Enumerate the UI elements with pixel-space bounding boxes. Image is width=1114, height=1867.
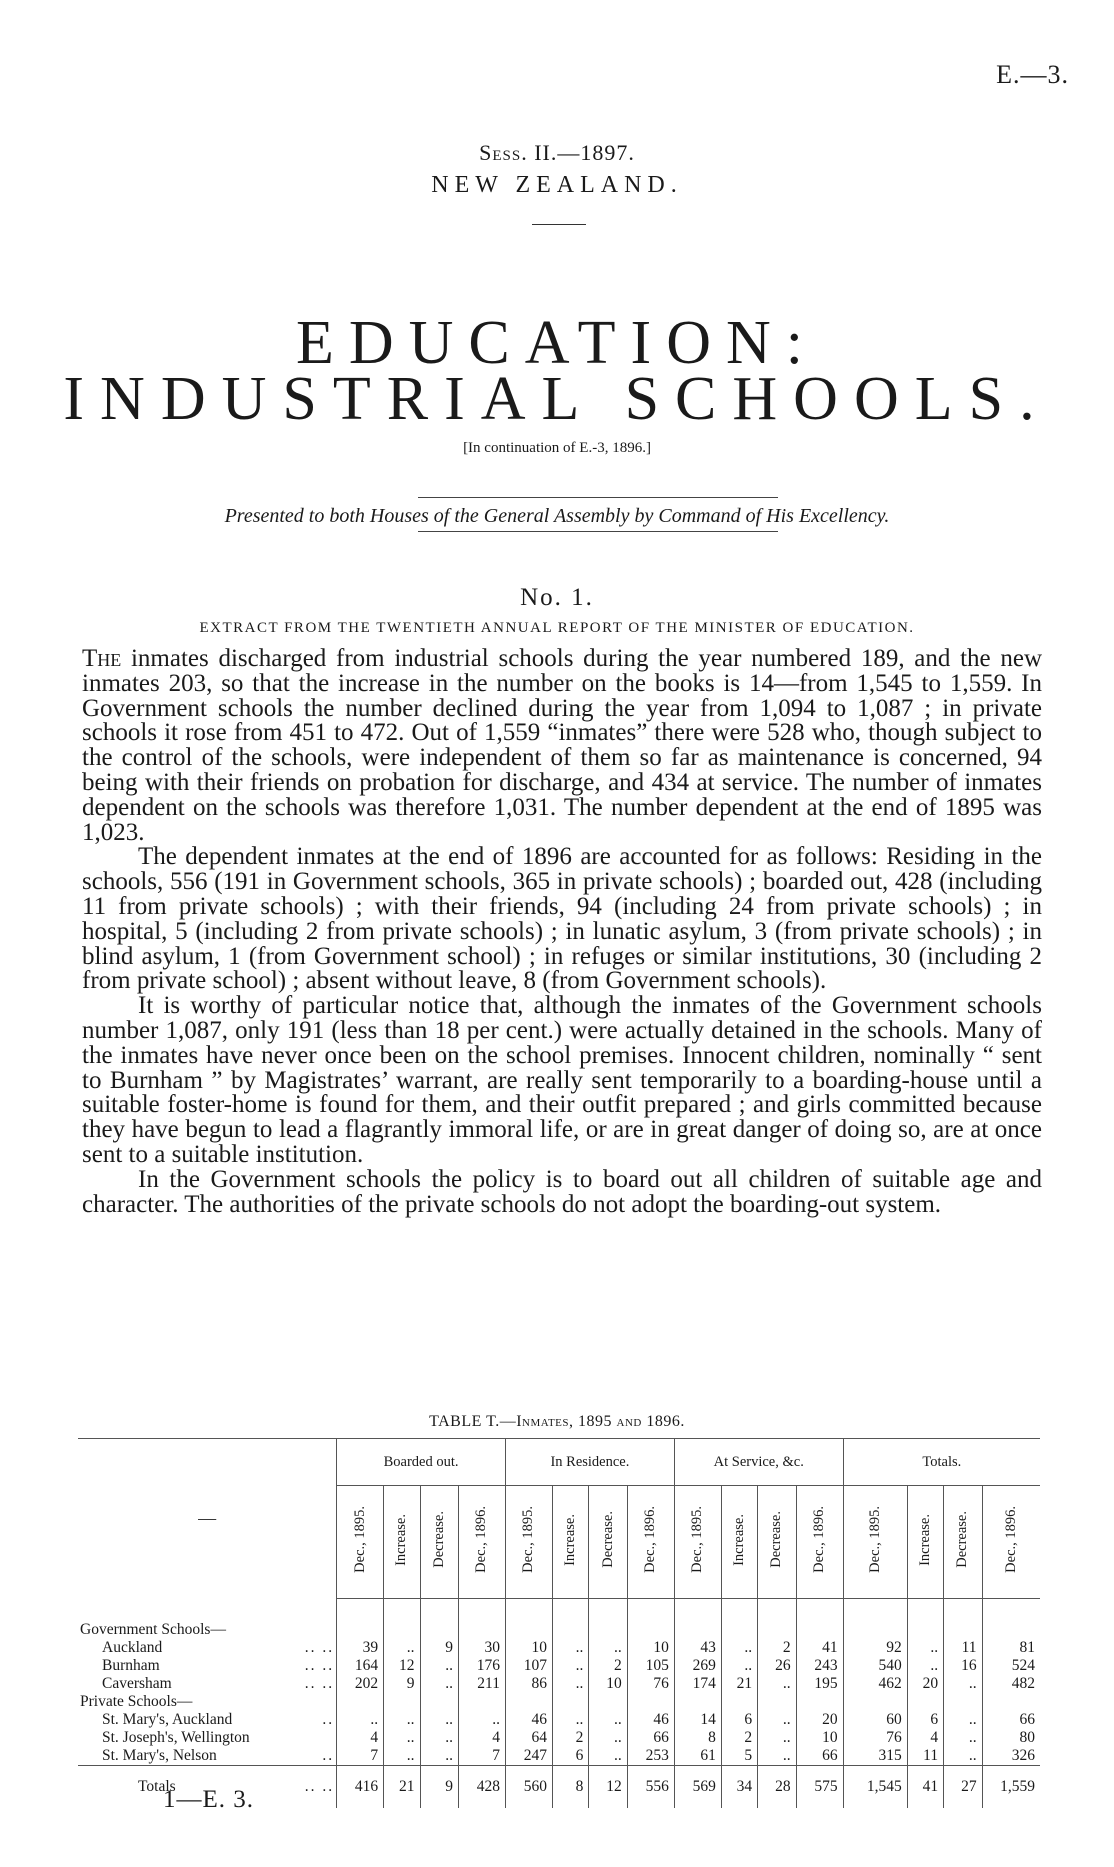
table-cell: 64 — [505, 1729, 552, 1747]
table-cell: 211 — [458, 1675, 505, 1693]
table-cell: 60 — [843, 1711, 907, 1729]
table-cell: 560 — [505, 1766, 552, 1809]
column-header: Decrease. — [758, 1486, 796, 1599]
table-cell: 6 — [553, 1747, 589, 1766]
table-cell: 46 — [627, 1711, 674, 1729]
table-cell: 2 — [721, 1729, 757, 1747]
table-cell: 253 — [627, 1747, 674, 1766]
table-cell: 105 — [627, 1657, 674, 1675]
table-cell: 21 — [384, 1766, 420, 1809]
totals-label: Totals .. .. — [78, 1766, 337, 1809]
table-cell: 10 — [589, 1675, 627, 1693]
table-cell: 2 — [758, 1639, 796, 1657]
table-cell: .. — [420, 1675, 458, 1693]
table-row — [78, 1729, 1040, 1747]
table-cell: 6 — [721, 1711, 757, 1729]
table-cell: 86 — [505, 1675, 552, 1693]
table-cell: 195 — [796, 1675, 843, 1693]
divider — [418, 531, 778, 532]
row-label: St. Mary's, Nelson .. — [102, 1747, 335, 1764]
table-cell: 12 — [384, 1657, 420, 1675]
table-cell: 462 — [843, 1675, 907, 1693]
group-in-residence: In Residence. — [505, 1439, 674, 1486]
table-row — [78, 1675, 1040, 1693]
table-cell: 34 — [721, 1766, 757, 1809]
table-cell: .. — [553, 1675, 589, 1693]
table-cell: .. — [589, 1639, 627, 1657]
table-cell: 416 — [337, 1766, 384, 1809]
table-cell: 21 — [721, 1675, 757, 1693]
table-cell: 9 — [384, 1675, 420, 1693]
table-cell: 10 — [505, 1639, 552, 1657]
table-cell: 81 — [982, 1639, 1040, 1657]
table-cell: .. — [337, 1711, 384, 1729]
table-cell: 9 — [420, 1639, 458, 1657]
column-header: Dec., 1895. — [843, 1486, 907, 1599]
divider — [532, 224, 586, 225]
table-cell: 66 — [796, 1747, 843, 1766]
table-cell: 7 — [458, 1747, 505, 1766]
country-line: NEW ZEALAND. — [431, 172, 683, 198]
paragraph-text: inmates discharged from industrial schools during the year numbered 189, and the new inmates 203, so that the increase in the number on the books is 14—from 1,545 to 1,559. In Government schools the number declined during the year from 1,094 to 1,087 ; in private schools it rose from 451 to 472. Out of 1,559 “inmates” there were 528 who, though subject to the control of the schools, were independent of them so far as maintenance is concerned, 94 being with their friends on probation for discharge, and 434 at service. The number of inmates dependent on the schools was therefore 1,031. The number dependent at the end of 1895 was 1,023. — [82, 645, 1042, 846]
table-cell: .. — [721, 1639, 757, 1657]
table-caption — [0, 1413, 1114, 1431]
table-cell: 2 — [589, 1657, 627, 1675]
row-label: Auckland .. .. — [102, 1639, 335, 1656]
table-cell: .. — [458, 1711, 505, 1729]
table-row — [78, 1639, 1040, 1657]
table-cell: 176 — [458, 1657, 505, 1675]
table-cell: .. — [907, 1657, 943, 1675]
table-cell: 30 — [458, 1639, 505, 1657]
table-cell: .. — [944, 1675, 982, 1693]
table-cell: .. — [553, 1711, 589, 1729]
table-cell: 315 — [843, 1747, 907, 1766]
row-label: St. Mary's, Auckland .. — [102, 1711, 335, 1728]
table-cell: 524 — [982, 1657, 1040, 1675]
table-cell: 27 — [944, 1766, 982, 1809]
table-cell: 326 — [982, 1747, 1040, 1766]
table-cell: 76 — [627, 1675, 674, 1693]
table-cell: 556 — [627, 1766, 674, 1809]
table-cell: .. — [758, 1675, 796, 1693]
table-cell: 80 — [982, 1729, 1040, 1747]
table-cell: .. — [553, 1639, 589, 1657]
column-header: Dec., 1895. — [674, 1486, 721, 1599]
table-cell: 482 — [982, 1675, 1040, 1693]
column-header: Decrease. — [589, 1486, 627, 1599]
table-cell: .. — [944, 1711, 982, 1729]
table-cell: 11 — [907, 1747, 943, 1766]
table-cell: 202 — [337, 1675, 384, 1693]
paragraph-1 — [82, 647, 1042, 845]
section-heading: EXTRACT FROM THE TWENTIETH ANNUAL REPORT OF THE MINISTER OF EDUCATION. — [199, 620, 915, 636]
table-cell: 26 — [758, 1657, 796, 1675]
table-cell: 4 — [907, 1729, 943, 1747]
table-cell: 540 — [843, 1657, 907, 1675]
table-cell: .. — [721, 1657, 757, 1675]
page-footer: 1—E. 3. — [163, 1786, 255, 1813]
table-cell: 41 — [907, 1766, 943, 1809]
row-label: Burnham .. .. — [102, 1657, 335, 1674]
table-cell: .. — [758, 1747, 796, 1766]
table-cell: 8 — [674, 1729, 721, 1747]
table-corner: — — [78, 1439, 337, 1599]
table-cell: 5 — [721, 1747, 757, 1766]
document-title-line1: EDUCATION: — [296, 309, 818, 377]
table-cell: 76 — [843, 1729, 907, 1747]
table-cell: 174 — [674, 1675, 721, 1693]
table-cell: .. — [420, 1711, 458, 1729]
column-header: Increase. — [553, 1486, 589, 1599]
table-cell: 164 — [337, 1657, 384, 1675]
table-cell: 7 — [337, 1747, 384, 1766]
row-label: Caversham .. .. — [102, 1675, 335, 1692]
table-cell: 12 — [589, 1766, 627, 1809]
table-cell: .. — [553, 1657, 589, 1675]
paragraph-3: It is worthy of particular notice that, although the inmates of the Government schools number 1,087, only 191 (less than 18 per cent.) were actually detained in the schools. Many of the inmates have never once been on the school premises. Innocent children, nominally “ sent to Burnham ” by Magistrates’ warrant, are really sent temporarily to a boarding-house until a suitable foster-home is found for them, and their outfit prepared ; and girls committed because they have begun to lead a flagrantly immoral life, or are in great danger of doing so, are at once sent to a suitable institution. — [82, 992, 1042, 1168]
divider — [418, 497, 778, 498]
table-cell: .. — [384, 1639, 420, 1657]
table-cell: 243 — [796, 1657, 843, 1675]
table-cell: 428 — [458, 1766, 505, 1809]
table-cell: 8 — [553, 1766, 589, 1809]
column-header: Dec., 1896. — [627, 1486, 674, 1599]
table-cell: .. — [384, 1747, 420, 1766]
table-cell: 4 — [337, 1729, 384, 1747]
table-cell: .. — [944, 1729, 982, 1747]
table-cell: 10 — [796, 1729, 843, 1747]
table-cell: .. — [907, 1639, 943, 1657]
table-cell: 1,545 — [843, 1766, 907, 1809]
continuation-note: [In continuation of E.-3, 1896.] — [463, 440, 651, 456]
table-cell: 569 — [674, 1766, 721, 1809]
paragraph-4: In the Government schools the policy is to board out all children of suitable age and character. The authorities of the private schools do not adopt the boarding-out system. — [82, 1165, 1042, 1218]
table-cell: 107 — [505, 1657, 552, 1675]
presented-line: Presented to both Houses of the General Assembly by Command of His Excellency. — [224, 505, 890, 527]
table-cell: 41 — [796, 1639, 843, 1657]
table-cell: 1,559 — [982, 1766, 1040, 1809]
table-cell: 247 — [505, 1747, 552, 1766]
inmates-table — [78, 1438, 1040, 1808]
table-caption-main: Inmates, 1895 and 1896. — [516, 1413, 685, 1430]
column-header: Dec., 1895. — [505, 1486, 552, 1599]
table-cell: 2 — [553, 1729, 589, 1747]
section-label: Private Schools— — [80, 1693, 193, 1710]
table-cell: 6 — [907, 1711, 943, 1729]
table-cell: .. — [420, 1747, 458, 1766]
paragraph-2: The dependent inmates at the end of 1896 are accounted for as follows: Residing in the schools, 556 (191 in Government schools, 365 in private schools) ; boarded out, 428 (including 11 from private schools) ; with their friends, 94 (including 24 from private schools) ; in hospital, 5 (including 2 from private schools) ; in lunatic asylum, 3 (from private schools) ; in blind asylum, 1 (from Government school) ; in refuges or similar institutions, 30 (including 2 from private school) ; absent without leave, 8 (from Government schools). — [82, 843, 1042, 995]
table-cell: 39 — [337, 1639, 384, 1657]
table-cell: 4 — [458, 1729, 505, 1747]
table-cell: 9 — [420, 1766, 458, 1809]
section-number: No. 1. — [520, 584, 594, 611]
column-header: Increase. — [721, 1486, 757, 1599]
table-cell: .. — [589, 1729, 627, 1747]
section-label: Government Schools— — [80, 1621, 226, 1638]
table-cell: 11 — [944, 1639, 982, 1657]
paragraph-lead: The — [82, 645, 122, 672]
table-cell: .. — [589, 1747, 627, 1766]
table-cell: 575 — [796, 1766, 843, 1809]
column-header: Dec., 1896. — [458, 1486, 505, 1599]
table-cell: .. — [420, 1657, 458, 1675]
column-header: Increase. — [384, 1486, 420, 1599]
table-cell: .. — [589, 1711, 627, 1729]
column-header: Dec., 1896. — [982, 1486, 1040, 1599]
table-cell: 66 — [627, 1729, 674, 1747]
table-cell: 14 — [674, 1711, 721, 1729]
column-header: Decrease. — [944, 1486, 982, 1599]
table-caption-prefix: TABLE T.— — [429, 1413, 517, 1430]
table-cell: 28 — [758, 1766, 796, 1809]
page-code: E.—3. — [996, 60, 1069, 89]
table-cell: .. — [384, 1711, 420, 1729]
row-label: St. Joseph's, Wellington — [102, 1729, 250, 1746]
table-cell: .. — [944, 1747, 982, 1766]
table-cell: 92 — [843, 1639, 907, 1657]
table-cell: .. — [384, 1729, 420, 1747]
table-cell: 269 — [674, 1657, 721, 1675]
report-body — [82, 647, 1042, 1217]
table-cell: 61 — [674, 1747, 721, 1766]
group-totals: Totals. — [843, 1439, 1040, 1486]
table-cell: .. — [758, 1729, 796, 1747]
table-row — [78, 1747, 1040, 1766]
table-cell: .. — [758, 1711, 796, 1729]
group-at-service: At Service, &c. — [674, 1439, 843, 1486]
group-boarded-out: Boarded out. — [337, 1439, 506, 1486]
table-cell: 10 — [627, 1639, 674, 1657]
table-cell: .. — [420, 1729, 458, 1747]
table-row — [78, 1711, 1040, 1729]
column-header: Increase. — [907, 1486, 943, 1599]
column-header: Dec., 1895. — [337, 1486, 384, 1599]
column-header: Decrease. — [420, 1486, 458, 1599]
column-header: Dec., 1896. — [796, 1486, 843, 1599]
session-line: Sess. II.—1897. — [479, 140, 635, 165]
table-cell: 46 — [505, 1711, 552, 1729]
table-cell: 66 — [982, 1711, 1040, 1729]
table-cell: 43 — [674, 1639, 721, 1657]
table-row — [78, 1657, 1040, 1675]
table-cell: 20 — [907, 1675, 943, 1693]
table-cell: 16 — [944, 1657, 982, 1675]
table-cell: 20 — [796, 1711, 843, 1729]
document-title-line2: INDUSTRIAL SCHOOLS. — [63, 365, 1051, 433]
